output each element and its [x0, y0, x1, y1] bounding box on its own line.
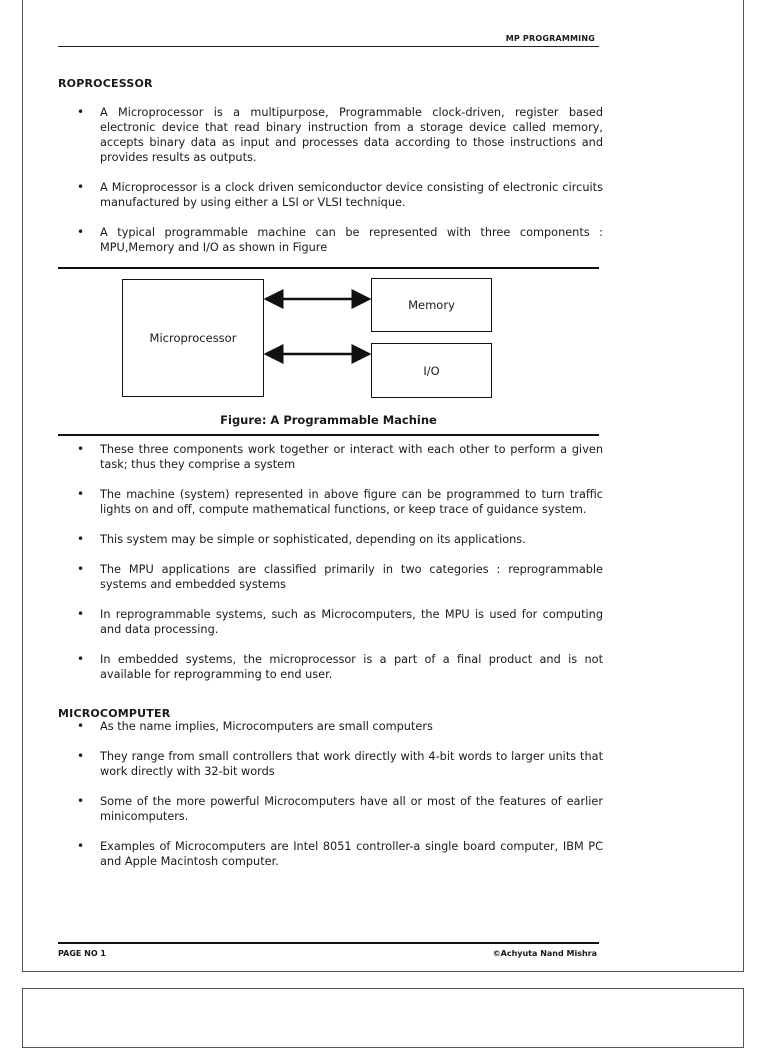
microprocessor-label: Microprocessor: [149, 331, 237, 345]
list-item: • The MPU applications are classified primarily in two categories : reprogrammable systems and embedded systems: [58, 562, 603, 592]
list-item: • A Microprocessor is a multipurpose, Programmable clock-driven, register based electronic device that read binary instruction from a storage device called memory, accepts binary data as input and processes data according to those instructions and provides results as outputs.: [58, 105, 603, 165]
page-number: PAGE NO 1: [58, 949, 106, 958]
figure-caption: Figure: A Programmable Machine: [220, 413, 437, 427]
microcomputer-bullet-list: [58, 719, 603, 869]
list-item: • Some of the more powerful Microcomputers have all or most of the features of earlier minicomputers.: [58, 794, 603, 824]
next-page-edge: [22, 988, 744, 1048]
section-title-microcomputer: MICROCOMPUTER: [58, 707, 171, 720]
io-label: I/O: [423, 363, 440, 378]
header-title: MP PROGRAMMING: [505, 34, 595, 43]
memory-label: Memory: [408, 298, 455, 312]
list-item: • Examples of Microcomputers are Intel 8051 controller-a single board computer, IBM PC and Apple Macintosh computer.: [58, 839, 603, 869]
section-title-roprocessor: ROPROCESSOR: [58, 77, 153, 90]
figure-arrows: [23, 0, 745, 459]
list-item: • They range from small controllers that work directly with 4-bit words to larger units that work directly with 32-bit words: [58, 749, 603, 779]
system-bullet-list: [58, 442, 603, 682]
list-item: • A Microprocessor is a clock driven semiconductor device consisting of electronic circuits manufactured by using either a LSI or VLSI technique.: [58, 180, 603, 210]
list-item: • In reprogrammable systems, such as Microcomputers, the MPU is used for computing and data processing.: [58, 607, 603, 637]
footer-rule: [58, 942, 599, 944]
list-item: • The machine (system) represented in above figure can be programmed to turn traffic lights on and off, compute mathematical functions, or keep trace of guidance system.: [58, 487, 603, 517]
list-item: • These three components work together or interact with each other to perform a given task; thus they comprise a system: [58, 442, 603, 472]
list-item: • In embedded systems, the microprocessor is a part of a final product and is not available for reprogramming to end user.: [58, 652, 603, 682]
list-item: • A typical programmable machine can be represented with three components : MPU,Memory and I/O as shown in Figure: [58, 225, 603, 255]
figure-bottom-rule: [58, 434, 599, 436]
list-item: • This system may be simple or sophisticated, depending on its applications.: [58, 532, 603, 547]
document-page: [22, 0, 744, 972]
author-credit: ©Achyuta Nand Mishra: [492, 949, 597, 958]
list-item: • As the name implies, Microcomputers are small computers: [58, 719, 603, 734]
